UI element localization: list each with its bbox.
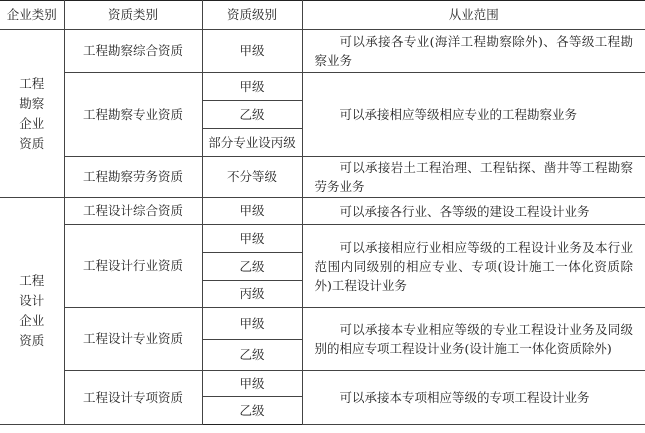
business-scope: 可以承接本专业相应等级的专业工程设计业务及同级别的相应专项工程设计业务(设计施工一体化资质除外) <box>302 308 645 371</box>
qualification-name: 工程设计行业资质 <box>64 225 202 308</box>
qualification-level: 乙级 <box>202 253 302 281</box>
business-scope: 可以承接各行业、各等级的建设工程设计业务 <box>302 198 645 225</box>
header-qualification-category: 资质类别 <box>64 1 202 30</box>
survey-category-cell <box>0 30 64 198</box>
qualification-level: 甲级 <box>202 198 302 225</box>
table-row <box>0 308 645 340</box>
table-row <box>0 30 645 73</box>
qualification-level: 乙级 <box>202 340 302 371</box>
table-header-row <box>0 1 645 30</box>
qualification-name: 工程勘察专业资质 <box>64 73 202 157</box>
table-row <box>0 198 645 225</box>
business-scope: 可以承接岩土工程治理、工程钻探、凿井等工程勘察劳务业务 <box>302 157 645 198</box>
design-category-cell <box>0 198 64 425</box>
qualification-level: 甲级 <box>202 308 302 340</box>
design-category-line: 企业 <box>19 313 45 328</box>
design-category-line: 设计 <box>19 293 45 308</box>
qualification-level: 甲级 <box>202 73 302 101</box>
survey-category-line: 勘察 <box>19 95 45 111</box>
qualification-level: 甲级 <box>202 225 302 253</box>
business-scope: 可以承接相应行业相应等级的工程设计业务及本行业范围内同级别的相应专业、专项(设计施工一体化资质除外)工程设计业务 <box>302 225 645 308</box>
qualification-name: 工程设计综合资质 <box>64 198 202 225</box>
qualification-level: 不分等级 <box>202 157 302 198</box>
survey-category-line: 企业 <box>19 115 45 131</box>
business-scope: 可以承接相应等级相应专业的工程勘察业务 <box>302 73 645 157</box>
qualification-level: 丙级 <box>202 281 302 308</box>
design-category-line: 工程 <box>19 273 45 288</box>
qualification-level: 乙级 <box>202 101 302 129</box>
qualification-name: 工程设计专项资质 <box>64 371 202 425</box>
qualification-level: 甲级 <box>202 30 302 73</box>
qualification-name: 工程勘察综合资质 <box>64 30 202 73</box>
table-row <box>0 157 645 198</box>
survey-category-line: 工程 <box>19 75 45 91</box>
qualification-level: 部分专业设丙级 <box>202 129 302 157</box>
business-scope: 可以承接本专项相应等级的专项工程设计业务 <box>302 371 645 425</box>
header-business-scope: 从业范围 <box>302 1 645 30</box>
qualification-level: 甲级 <box>202 371 302 397</box>
table-row <box>0 225 645 253</box>
header-enterprise-category: 企业类别 <box>0 1 64 30</box>
qualification-name: 工程勘察劳务资质 <box>64 157 202 198</box>
qualification-name: 工程设计专业资质 <box>64 308 202 371</box>
table-row <box>0 73 645 101</box>
qualification-level: 乙级 <box>202 397 302 425</box>
table-row <box>0 371 645 397</box>
survey-category-line: 资质 <box>19 135 45 151</box>
business-scope: 可以承接各专业(海洋工程勘察除外)、各等级工程勘察业务 <box>302 30 645 73</box>
header-qualification-level: 资质级别 <box>202 1 302 30</box>
design-category-line: 资质 <box>19 333 45 348</box>
